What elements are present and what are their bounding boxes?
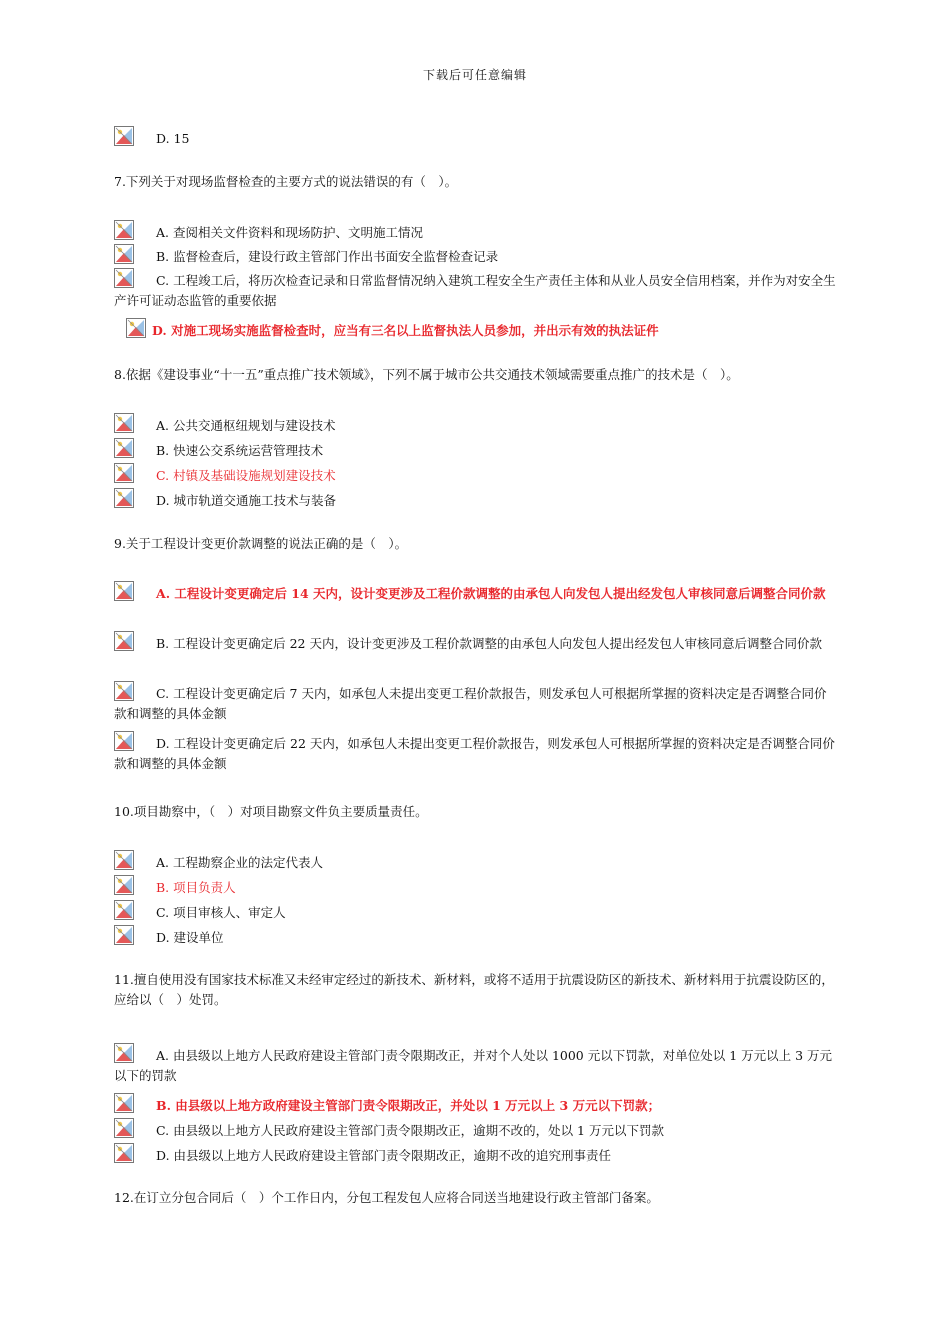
option-text: D. 工程设计变更确定后 22 天内，如承包人未提出变更工程价款报告，则发承包人可根据所掌握的资料决定是否调整合同价款和调整的具体金额: [114, 736, 835, 771]
broken-image-icon: [114, 1143, 134, 1163]
broken-image-icon: [114, 126, 134, 146]
option-text: B. 由县级以上地方政府建设主管部门责令限期改正，并处以 1 万元以上 3 万元以下罚款；: [156, 1098, 661, 1113]
option-text: B. 项目负责人: [156, 880, 236, 895]
answer-option[interactable]: [114, 244, 836, 267]
broken-image-icon: [114, 875, 134, 895]
broken-image-icon: [114, 438, 134, 458]
page-header: 下载后可任意编辑: [422, 68, 527, 82]
broken-image-icon: [114, 681, 134, 701]
option-text: C. 由县级以上地方人民政府建设主管部门责令限期改正，逾期不改的，处以 1 万元以下罚款: [156, 1123, 664, 1138]
answer-option[interactable]: [114, 463, 836, 486]
answer-option[interactable]: [114, 681, 836, 724]
broken-image-icon: [114, 925, 134, 945]
broken-image-icon: [114, 1043, 134, 1063]
answer-option[interactable]: [114, 1143, 836, 1166]
question-text: 9.关于工程设计变更价款调整的说法正确的是（ ）。: [114, 536, 408, 551]
answer-option[interactable]: [114, 631, 836, 654]
broken-image-icon: [114, 1118, 134, 1138]
answer-option[interactable]: [114, 900, 836, 923]
answer-option[interactable]: [114, 731, 836, 774]
broken-image-icon: [114, 1093, 134, 1113]
answer-option[interactable]: [114, 581, 836, 604]
option-text: C. 项目审核人、审定人: [156, 905, 286, 920]
broken-image-icon: [126, 318, 146, 338]
broken-image-icon: [114, 900, 134, 920]
broken-image-icon: [114, 731, 134, 751]
option-text: A. 工程勘察企业的法定代表人: [156, 855, 323, 870]
answer-option[interactable]: [114, 126, 836, 149]
answer-option[interactable]: [114, 438, 836, 461]
option-text: D. 由县级以上地方人民政府建设主管部门责令限期改正，逾期不改的追究刑事责任: [156, 1148, 612, 1163]
broken-image-icon: [114, 413, 134, 433]
option-text: A. 查阅相关文件资料和现场防护、文明施工情况: [156, 225, 423, 240]
option-text: C. 工程竣工后，将历次检查记录和日常监督情况纳入建筑工程安全生产责任主体和从业人员安全信用档案，并作为对安全生产许可证动态监管的重要依据: [114, 273, 836, 308]
option-text: D. 建设单位: [156, 930, 224, 945]
option-text: C. 工程设计变更确定后 7 天内，如承包人未提出变更工程价款报告，则发承包人可根据所掌握的资料决定是否调整合同价款和调整的具体金额: [114, 686, 827, 721]
answer-option[interactable]: [114, 875, 836, 898]
answer-option[interactable]: [114, 1118, 836, 1141]
answer-option[interactable]: [114, 1093, 836, 1116]
option-text: D. 城市轨道交通施工技术与装备: [156, 493, 337, 508]
broken-image-icon: [114, 220, 134, 240]
option-text: B. 工程设计变更确定后 22 天内，设计变更涉及工程价款调整的由承包人向发包人提出经发包人审核同意后调整合同价款: [156, 636, 822, 651]
option-text: B. 监督检查后，建设行政主管部门作出书面安全监督检查记录: [156, 249, 499, 264]
option-text: D. 15: [156, 131, 190, 146]
broken-image-icon: [114, 488, 134, 508]
option-text: A. 由县级以上地方人民政府建设主管部门责令限期改正，并对个人处以 1000 元以下罚款，对单位处以 1 万元以上 3 万元以下的罚款: [114, 1048, 833, 1083]
broken-image-icon: [114, 631, 134, 651]
question-text: 11.擅自使用没有国家技术标准又未经审定经过的新技术、新材料，或将不适用于抗震设防区的新技术、新材料用于抗震设防区的，应给以（ ）处罚。: [114, 972, 834, 1007]
answer-option[interactable]: [114, 1043, 836, 1086]
answer-option[interactable]: [114, 925, 836, 948]
answer-option[interactable]: [114, 488, 836, 511]
question-text: 10.项目勘察中，（ ）对项目勘察文件负主要质量责任。: [114, 804, 428, 819]
option-text: D. 对施工现场实施监督检查时，应当有三名以上监督执法人员参加，并出示有效的执法证件: [152, 323, 659, 338]
option-text: A. 公共交通枢纽规划与建设技术: [156, 418, 336, 433]
option-text: C. 村镇及基础设施规划建设技术: [156, 468, 336, 483]
broken-image-icon: [114, 850, 134, 870]
broken-image-icon: [114, 268, 134, 288]
option-text: A. 工程设计变更确定后 14 天内，设计变更涉及工程价款调整的由承包人向发包人提出经发包人审核同意后调整合同价款: [156, 586, 826, 601]
broken-image-icon: [114, 463, 134, 483]
question-text: 7.下列关于对现场监督检查的主要方式的说法错误的有（ ）。: [114, 174, 458, 189]
answer-option[interactable]: [114, 268, 836, 311]
option-text: B. 快速公交系统运营管理技术: [156, 443, 324, 458]
question-text: 12.在订立分包合同后（ ）个工作日内，分包工程发包人应将合同送当地建设行政主管部门备案。: [114, 1190, 659, 1205]
question-text: 8.依据《建设事业“十一五”重点推广技术领域》，下列不属于城市公共交通技术领域需要重点推广的技术是（ ）。: [114, 367, 739, 382]
broken-image-icon: [114, 581, 134, 601]
answer-option[interactable]: [114, 850, 836, 873]
answer-option[interactable]: [114, 413, 836, 436]
broken-image-icon: [114, 244, 134, 264]
answer-option[interactable]: [114, 220, 836, 243]
answer-option[interactable]: [114, 318, 836, 341]
